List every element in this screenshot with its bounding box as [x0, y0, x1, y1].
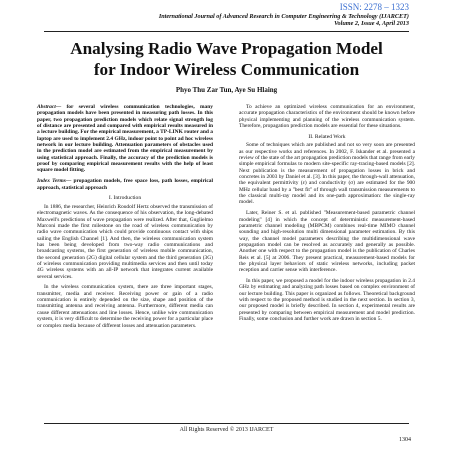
issn-label: ISSN: 2278 – 1323: [339, 2, 409, 12]
journal-header: [29, 13, 409, 28]
authors: Phyo Thu Zar Tun, Aye Su Hlaing: [175, 86, 278, 94]
index-terms-text: propagation models, free space loss, path losses, empirical approach, statistical approach: [37, 178, 214, 191]
intro-paragraph-3: To achieve an optimized wireless communication for an environment, accurate propagation characteristics of the environment should be known before physical implementing and planning of the wireless communication system. Therefore, propagation prediction models are essential for these situations.: [239, 104, 415, 130]
related-work-heading: II. Related Work: [308, 133, 346, 140]
journal-volume: Volume 2, Issue 4, April 2013: [334, 20, 409, 28]
related-work-paragraph-1: Some of techniques which are published and not so very soon are presented as our respective works and references. In 2002, F. Iskander et al. presented a review of the state of the art propagation prediction models that range from early simple empirical formulas to modern site-specific ray-tracing-based models [2]. Next publication is the measurement of propagation losses in brick and concretes in 2003 by Daniel et al. [3]. In this paper, the through-wall attenuation, the equivalent permittivity (ε) and conductivity (σ) are estimated for the 900 MHz cellular band by a "best fit" of through wall transmission measurements to the classical multi-ray model and its one-path approximation: the single-ray model.: [239, 142, 415, 206]
related-work-paragraph-2: Later, Reiner S. et al. published "Measurement-based parametric channel modeling" [4] in which the concept of deterministic measurement-based parametric channel modeling (MBPCM) combines real-time MIMO channel sounding and high-resolution multi dimensional parameter estimation. By this way, the channel model parameters describing the multidimensional wave propagation model can be resolved as accurately and generally as possible. Another one with respect to the propagation model is the publication of Charles Reis et al. [5] at 2006. They present practical, measurement-based models for the physical layer behaviors of static wireless networks, including packet reception and carrier sense with interference.: [239, 210, 415, 274]
paper-title: [0, 38, 453, 80]
related-work-paragraph-3: In this paper, we proposed a model for the indoor wireless propagation in 2.4 GHz by estimating and analyzing path losses based on complex environment of our lecture building. This paper is organized as follows. Theoretical background with respect to the proposed method is studied in the next section. In section 3, our proposed model is briefly described. In section 4, experimental results are presented by comparing between empirical measurement and model prediction. Finally, some conclusion and further work are drawn in section 5.: [239, 278, 415, 323]
intro-paragraph-1: In 1886, the researcher, Heinrich Roudolf Hertz observed the transmission of electromagnetic waves. As the consequence of his observation, the long-debated Maxwell's predictions of wave propagation were realized. After that, Guglielmo Marconi made the first milestone on the road of wireless communication by radio wave communication which could provide continuous contact with ships sailing the English Channel [1]. And then, the wireless communication system has been being developed from two-way radio communications and broadcasting systems, the first generation of wireless mobile communication, the second generation (2G) digital cellular system and the third generation (3G) of wireless communication providing multimedia services and then until today 4G wireless systems with an all-IP network that integrates current available several services.: [37, 203, 213, 280]
left-column: [37, 104, 213, 333]
index-terms: [37, 178, 213, 191]
title-line-2: for Indoor Wireless Communication: [93, 60, 360, 79]
copyright-footer: All Rights Reserved © 2013 IJARCET: [179, 427, 274, 433]
journal-name: International Journal of Advanced Research in Computer Engineering & Technology (IJARCET): [158, 13, 409, 20]
intro-paragraph-2: In the wireless communication system, there are three important stages, transmitter, media and receiver. Receiving power or gain of a radio communication is entirely depended on the size, shape and position of the transmitting antenna and receiving antenna. Furthermore, different media can cause different attenuations and line losses. Hence, unlike wire communication system, it is very difficult to determine the receiving power for a particular place or complex media because of different losses and attenuation parameters.: [37, 284, 213, 329]
intro-heading: I. Introduction: [108, 195, 142, 202]
title-line-1: Analysing Radio Wave Propagation Model: [70, 39, 383, 58]
abstract-lead: Abstract—: [37, 104, 62, 110]
index-terms-lead: Index Terms—: [37, 178, 72, 185]
page-number: 1304: [399, 437, 411, 443]
abstract-text: for several wireless communication technologies, many propagation models have been presented in measuring path losses. In this paper, two propagation prediction models which relate signal strength log of distance are presented and compared with empirical results measured in a lecture building. For the empirical measurement, a TP-LINK router and a laptop are used to implement 2.4 GHz, indoor point to point ad hoc wireless network in our lecture building. Attenuation parameters of obstacles used in the prediction model are estimated from the empirical measurement by using statistical approach. Finally, the accuracy of the prediction models is proof by comparing empirical measurement results with the help of least square model fitting.: [37, 104, 213, 174]
footer-rule: [44, 423, 409, 424]
header-rule: [44, 31, 409, 32]
abstract: [37, 104, 213, 174]
right-column: [239, 104, 415, 327]
